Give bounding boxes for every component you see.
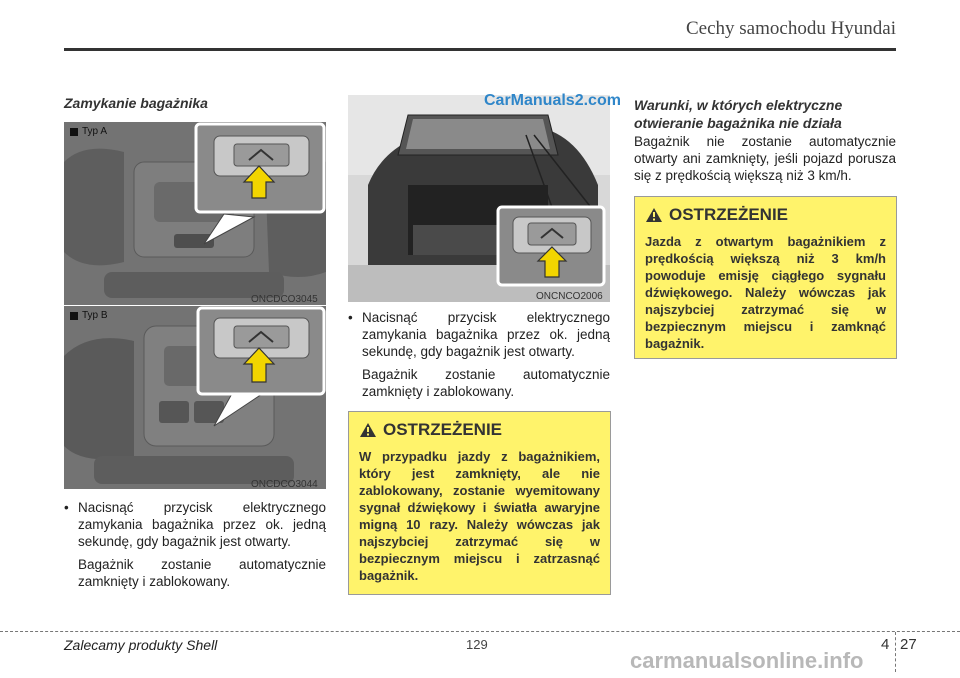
warning-box-middle: [348, 411, 611, 595]
warning-title-text: OSTRZEŻENIE: [383, 420, 503, 439]
left-instructions: [64, 499, 326, 590]
type-b-text: Typ B: [82, 310, 108, 321]
middle-result-text: Bagażnik zostanie automatycznie zamknięty i zablokowany.: [362, 367, 610, 399]
footer-rule: [0, 631, 960, 632]
bullet-dot-icon: •: [64, 500, 69, 515]
running-header-title: Cechy samochodu Hyundai: [685, 18, 896, 39]
tailgate-open-illustration: [348, 95, 610, 302]
type-a-label: [70, 126, 107, 137]
section-heading-conditions: Warunki, w których elektryczne otwieranie bagażnika nie działa: [634, 97, 843, 131]
type-a-text: Typ A: [82, 126, 108, 137]
figure-code-tailgate: ONCNCO2006: [536, 291, 603, 302]
middle-instructions: [348, 309, 610, 400]
right-paragraph: Bagażnik nie zostanie automatycznie otwarty ani zamknięty, jeśli pojazd porusza się z prędkością większą niż 3 km/h.: [634, 134, 896, 183]
warning-title-middle: [359, 420, 600, 440]
figure-type-a: [64, 122, 326, 305]
footer-separator: [895, 632, 896, 672]
watermark-carmanuals: CarManuals2.com: [484, 92, 621, 109]
section-heading-closing: Zamykanie bagażnika: [64, 95, 208, 111]
type-b-label: [70, 310, 108, 321]
square-bullet-icon: [70, 312, 78, 320]
figure-code-b: ONCDCO3044: [251, 479, 318, 490]
figure-code-a: ONCDCO3045: [251, 294, 318, 305]
bullet-dot-icon: •: [348, 310, 353, 325]
left-result-text: Bagażnik zostanie automatycznie zamknięty i zablokowany.: [78, 557, 326, 589]
middle-bullet-text: Nacisnąć przycisk elektrycznego zamykania bagażnika przez ok. jedną sekundę, gdy bagażnik jest otwarty.: [362, 310, 610, 359]
page-number: 129: [466, 637, 488, 652]
figure-type-b: [64, 306, 326, 489]
warning-triangle-icon: [359, 422, 377, 438]
warning-title-right: [645, 205, 886, 225]
chapter-number: 4: [881, 636, 890, 653]
warning-body-middle: W przypadku jazdy z bagażnikiem, który jest zamknięty, ale nie zablokowany, zostanie wyemitowany sygnał dźwiękowy i światła awaryjne migną 10 razy. Należy wówczas jak najszybciej zatrzymać się w bezpiecznym miejscu i zatrzasnąć bagażnik.: [359, 449, 600, 583]
chapter-page-number: 27: [900, 636, 917, 653]
warning-triangle-icon: [645, 207, 663, 223]
footer-left-text: Zalecamy produkty Shell: [64, 637, 218, 653]
header-rule: [64, 48, 896, 51]
trunk-console-illustration-a: [64, 122, 326, 305]
warning-box-right: [634, 196, 897, 359]
left-bullet-text: Nacisnąć przycisk elektrycznego zamykania bagażnika przez ok. jedną sekundę, gdy bagażnik jest otwarty.: [78, 500, 326, 549]
watermark-carmanualsonline: carmanualsonline.info: [630, 648, 864, 673]
figure-tailgate: [348, 95, 610, 302]
trunk-console-illustration-b: [64, 306, 326, 489]
warning-body-right: Jazda z otwartym bagażnikiem z prędkością większą niż 3 km/h powoduje emisję ciągłego sygnału dźwiękowego. Należy wówczas jak najszybciej zatrzymać się w bezpiecznym miejscu i zamknąć bagażnik.: [645, 234, 886, 351]
square-bullet-icon: [70, 128, 78, 136]
warning-title-text: OSTRZEŻENIE: [669, 205, 789, 224]
